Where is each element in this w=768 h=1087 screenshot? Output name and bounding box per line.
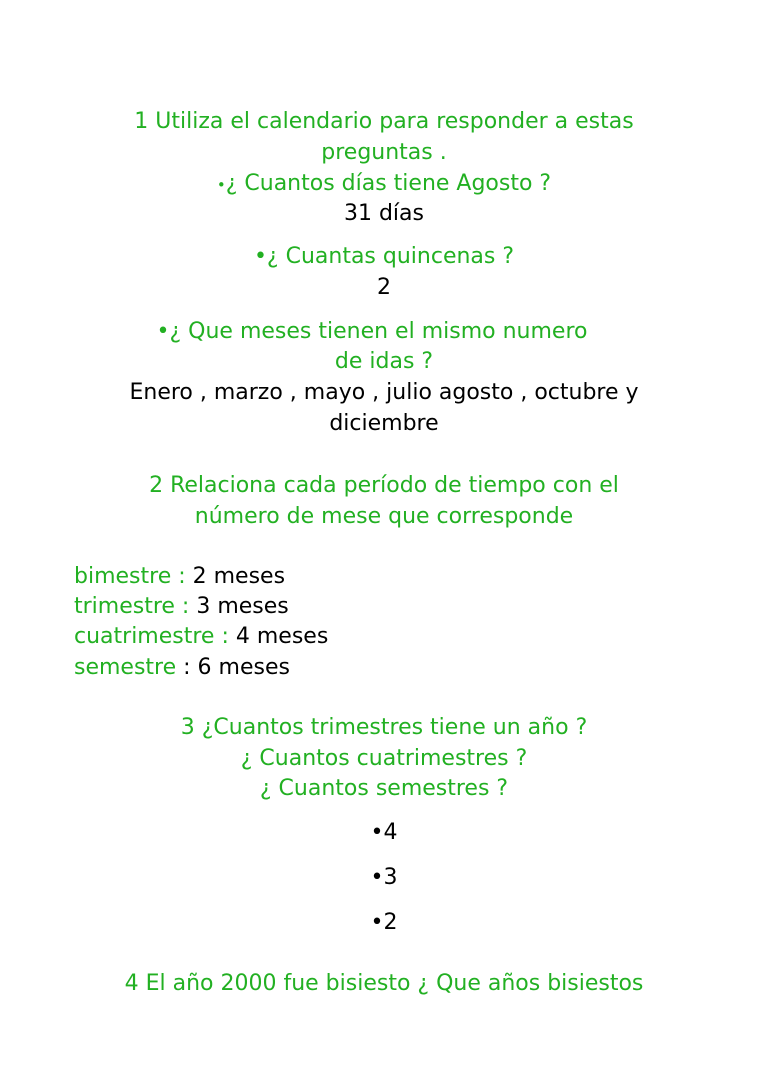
section3-answer-2: •3 [370, 865, 398, 890]
section2-title-line1: 2 Relaciona cada período de tiempo con el [149, 473, 619, 498]
question-agosto-days-text: ¿ Cuantos días tiene Agosto ? [225, 171, 552, 196]
section3-question-line3: ¿ Cuantos semestres ? [259, 776, 509, 801]
section3-question-line2: ¿ Cuantos cuatrimestres ? [240, 746, 528, 771]
question-agosto-days [0, 169, 768, 200]
term-label: cuatrimestre : [74, 624, 236, 649]
term-answer: 3 meses [196, 594, 289, 619]
list-item-cuatrimestre [74, 622, 328, 652]
section3-answer-3: •2 [370, 910, 398, 935]
answer-agosto-days: 31 días [343, 201, 424, 226]
section3-question-line1: 3 ¿Cuantos trimestres tiene un año ? [180, 715, 588, 740]
section2-title-line2: número de mese que corresponde [194, 504, 574, 529]
term-answer: 2 meses [192, 564, 286, 589]
section4-title-line1: 4 El año 2000 fue bisiesto ¿ Que años bisiestos [124, 971, 644, 996]
term-label: bimestre : [74, 564, 193, 589]
section3-answer-1: •4 [370, 820, 398, 845]
list-item-trimestre [74, 592, 289, 622]
term-answer: : 6 meses [176, 655, 290, 680]
term-label: trimestre : [74, 594, 197, 619]
term-answer: 4 meses [235, 624, 329, 649]
bullet: • [216, 176, 226, 194]
section1-title-line1: 1 Utiliza el calendario para responder a estas [134, 109, 634, 134]
list-item-bimestre [74, 562, 285, 592]
section1-title-line2: preguntas . [321, 140, 447, 165]
answer-quincenas: 2 [377, 275, 391, 300]
answer-same-days-line1: Enero , marzo , mayo , julio agosto , octubre y [129, 380, 639, 405]
term-label: semestre [74, 655, 177, 680]
answer-same-days-line2: diciembre [329, 411, 439, 436]
question-quincenas: •¿ Cuantas quincenas ? [253, 244, 515, 269]
question-same-days-line2: de idas ? [334, 349, 434, 374]
question-same-days-line1: •¿ Que meses tienen el mismo numero [156, 319, 588, 344]
list-item-semestre [74, 653, 290, 683]
